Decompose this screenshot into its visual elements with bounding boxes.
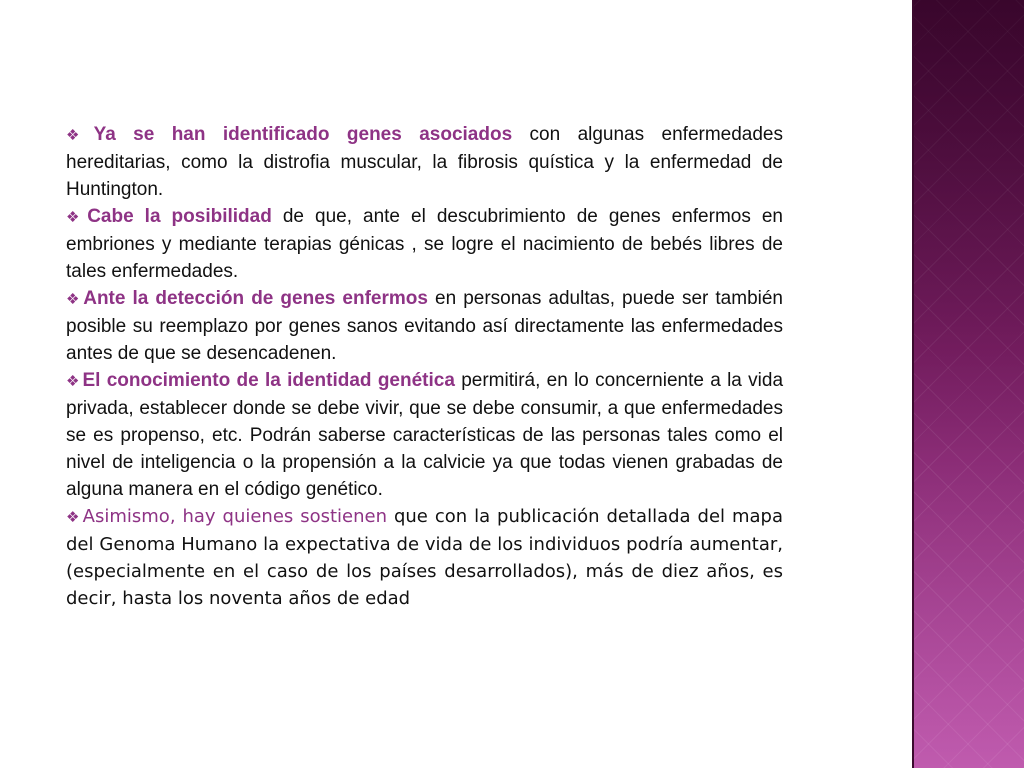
bullet-text: en personas adultas, puede ser también posible su reemplazo por genes sanos evitando así directamente las enfermedades antes de que se desencadenen. xyxy=(66,288,783,364)
bullet-paragraph-3 xyxy=(66,285,783,367)
bullet-lead: Cabe la posibilidad xyxy=(87,206,272,227)
bullet-text: de que, ante el descubrimiento de genes enfermos en embriones y mediante terapias génicas , se logre el nacimiento de bebés libres de tales enfermedades. xyxy=(66,206,783,282)
diamond-bullet-icon: ❖ xyxy=(66,291,82,308)
bullet-lead: Ya se han identificado genes asociados xyxy=(93,124,513,145)
decorative-side-panel xyxy=(912,0,1024,768)
side-panel-edge xyxy=(912,0,914,768)
bullet-text: que con la publicación detallada del mapa del Genoma Humano la expectativa de vida de los individuos podría aumentar, (especialmente en el caso de los países desarrollados), más de diez años, es decir, hasta los noventa años de edad xyxy=(66,506,783,609)
bullet-paragraph-5 xyxy=(66,503,783,612)
diamond-bullet-icon: ❖ xyxy=(66,209,86,226)
bullet-lead: Asimismo, hay quienes sostienen xyxy=(82,506,388,527)
slide-body xyxy=(66,121,783,612)
bullet-paragraph-4 xyxy=(66,367,783,503)
bullet-paragraph-2 xyxy=(66,203,783,285)
diamond-bullet-icon: ❖ xyxy=(66,373,81,390)
bullet-paragraph-1 xyxy=(66,121,783,203)
bullet-lead: Ante la detección de genes enfermos xyxy=(83,288,428,309)
bullet-text: permitirá, en lo concerniente a la vida privada, establecer donde se debe vivir, que se debe consumir, a que enfermedades se es propenso, etc. Podrán saberse características de las personas tales como el nivel de inteligencia o la propensión a la calvicie ya que todas vienen grabadas de alguna manera en el código genético. xyxy=(66,370,784,500)
bullet-lead: El conocimiento de la identidad genética xyxy=(82,370,455,391)
diamond-bullet-icon: ❖ xyxy=(66,508,81,526)
diamond-bullet-icon: ❖ xyxy=(66,127,92,144)
bullet-text: con algunas enfermedades hereditarias, como la distrofia muscular, la fibrosis quística y la enfermedad de Huntington. xyxy=(66,124,783,200)
